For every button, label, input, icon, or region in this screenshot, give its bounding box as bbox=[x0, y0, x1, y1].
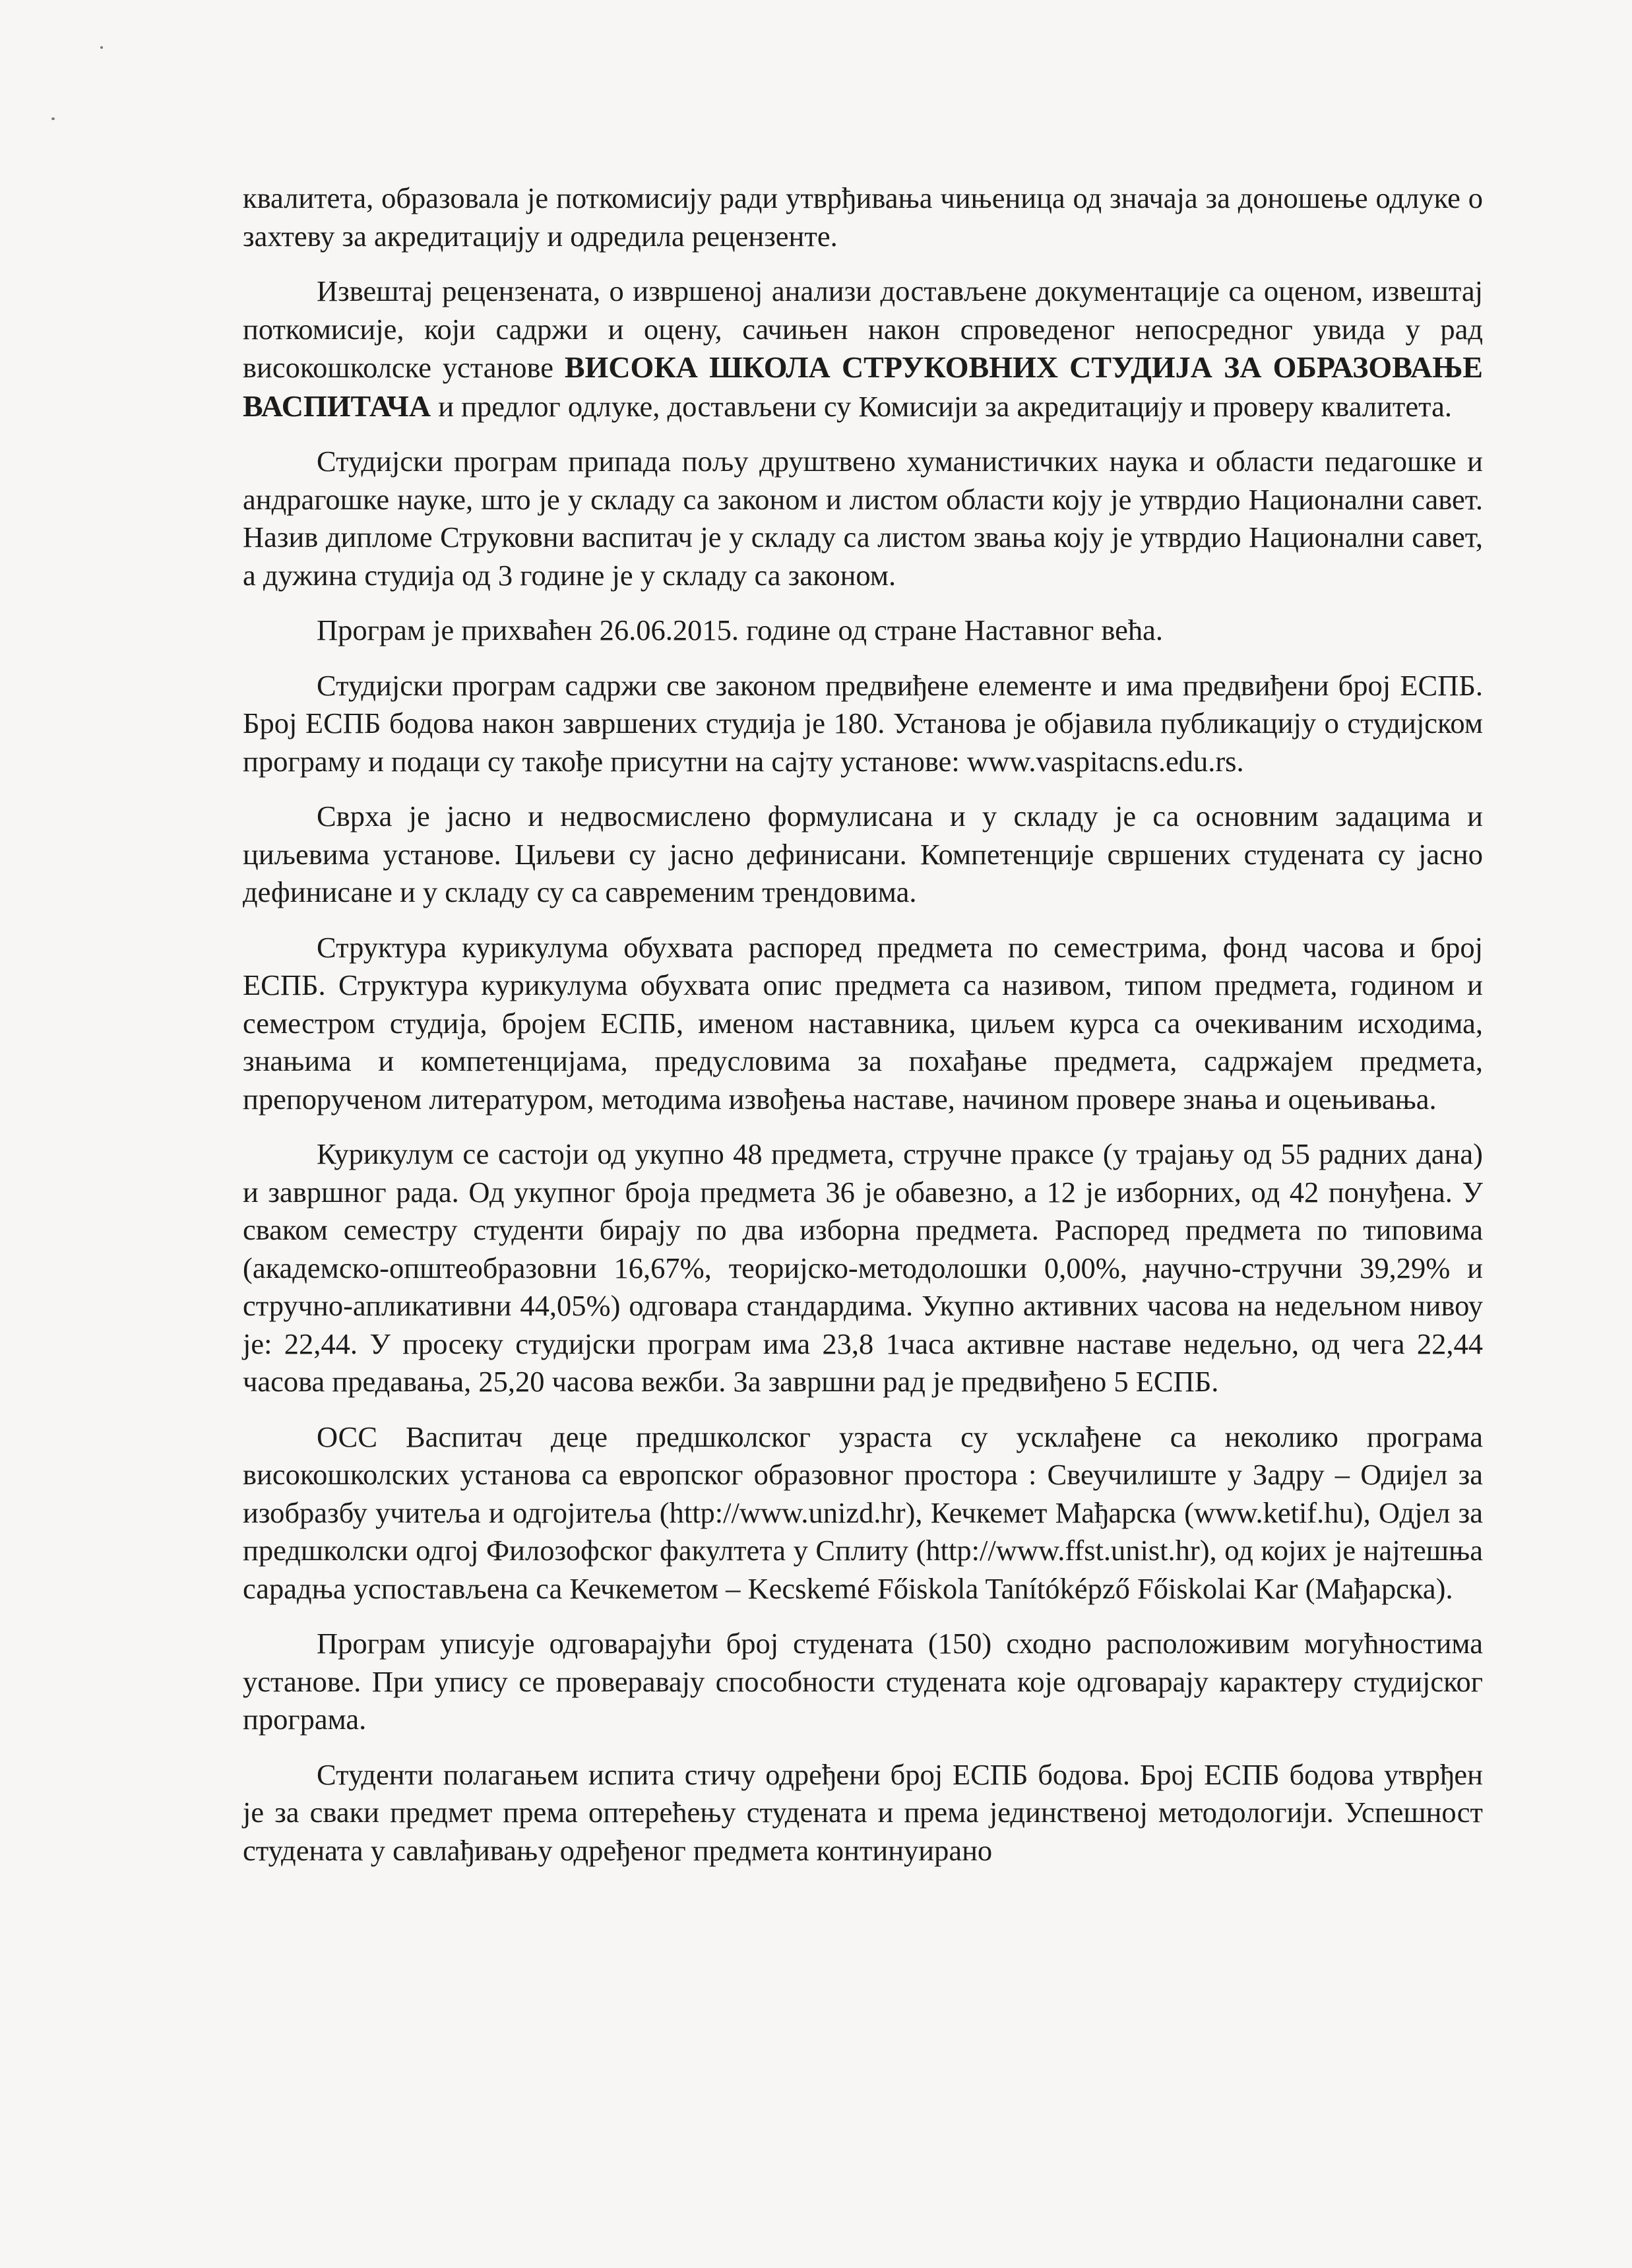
paragraph-p2 bbox=[243, 272, 1483, 425]
paragraph-text: Сврха је јасно и недвосмислено формулисана и у складу је са основним задацима и циљевима установе. Циљеви су јасно дефинисани. Компетенције свршених студената су јасно дефинисане и у складу су са савременим трендовима. bbox=[243, 800, 1483, 908]
paragraph-text: Програм уписује одговарајући број студената (150) сходно расположивим могућностима установе. При упису се проверавају способности студената које одговарају карактеру студијског програма. bbox=[243, 1627, 1483, 1736]
paragraph-p10 bbox=[243, 1625, 1483, 1739]
paragraph-text: Студијски програм припада пољу друштвено хуманистичких наука и области педагошке и андрагошке науке, што је у складу са законом и листом области коју је утврдио Национални савет. Назив дипломе Струковни васпитач је у складу са листом звања коју је утврдио Национални савет, а дужина студија од 3 године је у складу са законом. bbox=[243, 445, 1483, 592]
scan-speck bbox=[100, 46, 103, 49]
paragraph-p7 bbox=[243, 929, 1483, 1119]
paragraph-p5 bbox=[243, 667, 1483, 781]
document-body bbox=[243, 179, 1483, 1887]
paragraph-text: и предлог одлуке, достављени су Комисији за акредитацију и проверу квалитета. bbox=[431, 389, 1452, 423]
paragraph-text: ОСС Васпитач деце предшколског узраста су усклађене са неколико програма високошколских установа са европског образовног простора : Свеучилиште у Задру – Одијел за изобразбу учитеља и одгојитеља (http://www.unizd.hr), Кечкемет Мађарска (www.ketif.hu), Одјел за предшколски одгој Филозофског факултета у Сплиту (http://www.ffst.unist.hr), од којих је најтешња сарадња успостављена са Кечкеметом – Kecskemé Főiskola Tanítóképző Főiskolai Kar (Мађарска). bbox=[243, 1420, 1483, 1605]
paragraph-p8 bbox=[243, 1135, 1483, 1401]
paragraph-text: Структура курикулума обухвата распоред предмета по семестрима, фонд часова и број ЕСПБ. Структура курикулума обухвата опис предмета са називом, типом предмета, годином и семестром студија, бројем ЕСПБ, именом наставника, циљем курса са очекиваним исходима, знањима и компетенцијама, предусловима за похађање предмета, садржајем предмета, препорученом литературом, методима извођења наставе, начином провере знања и оцењивања. bbox=[243, 930, 1483, 1116]
scan-speck bbox=[51, 117, 55, 120]
paragraph-p3 bbox=[243, 443, 1483, 594]
paragraph-text: Извештај рецензената, о извршеној анализи достављене документације са оценом, извештај поткомисије, који садржи и оцену, сачињен након спроведеног непосредног увида у рад високошколске установе bbox=[243, 274, 1483, 384]
paragraph-text: Студијски програм садржи све законом предвиђене елементе и има предвиђени број ЕСПБ. Број ЕСПБ бодова након завршених студија је 180. Установа је објавила публикацију о студијском програму и подаци су такође присутни на сајту установе: www.vaspitacns.edu.rs. bbox=[243, 668, 1483, 778]
paragraph-p9 bbox=[243, 1418, 1483, 1608]
paragraph-p11 bbox=[243, 1756, 1483, 1870]
paragraph-p4 bbox=[243, 612, 1483, 650]
paragraph-p1 bbox=[243, 179, 1483, 255]
paragraph-text: Курикулум се састоји од укупно 48 предмета, стручне праксе (у трајању од 55 радних дана) и завршног рада. Од укупног броја предмета 36 је обавезно, а 12 је изборних, од 42 понуђена. У сваком семестру студенти бирају по два изборна предмета. Распоред предмета по типовима (академско-општеобразовни 16,67%, теоријско-методолошки 0,00%, научно-стручни 39,29% и стручно-апликативни 44,05%) одговара стандардима. Укупно активних часова на недељном нивоу је: 22,44. У просеку студијски програм има 23,8 1часа активне наставе недељно, од чега 22,44 часова предавања, 25,20 часова вежби. За завршни рад је предвиђено 5 ЕСПБ. bbox=[243, 1137, 1483, 1398]
paragraph-text: квалитета, образовала је поткомисију ради утврђивања чињеница од значаја за доношење одлуке о захтеву за акредитацију и одредила рецензенте. bbox=[243, 181, 1483, 253]
paragraph-text: Студенти полагањем испита стичу одређени број ЕСПБ бодова. Број ЕСПБ бодова утврђен је за сваки предмет према оптерећењу студената и према јединственој методологији. Успешност студената у савлађивању одређеног предмета континуирано bbox=[243, 1757, 1483, 1867]
paragraph-text: Програм је прихваћен 26.06.2015. године од стране Наставног већа. bbox=[317, 614, 1164, 646]
paragraph-p6 bbox=[243, 798, 1483, 912]
institution-name: ВИСОКА ШКОЛА СТРУКОВНИХ СТУДИЈА ЗА ОБРАЗОВАЊЕ ВАСПИТАЧА bbox=[243, 350, 1483, 423]
